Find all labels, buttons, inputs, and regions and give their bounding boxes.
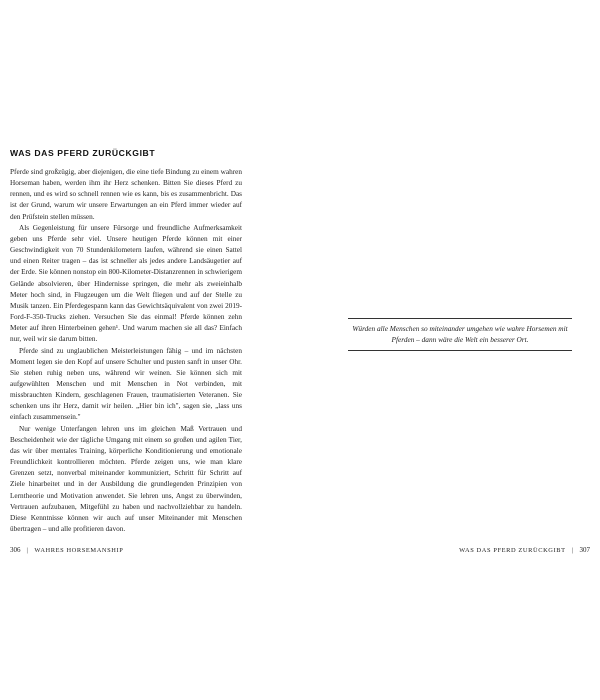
- page-number: 307: [579, 546, 590, 554]
- footer-separator: |: [26, 547, 29, 554]
- paragraph: Nur wenige Unterfangen lehren uns im gleichen Maß Vertrauen und Bescheidenheit wie der tägliche Umgang mit einem so großen und agilen Tier, das wir über mentales Training, körperliche Konditionierung und emotionale Freundlichkeit kontrollieren möchten. Pferde zeigen uns, wie man klare Grenzen setzt, nonverbal miteinander kommuniziert, Schritt für Schritt auf Ziele hinarbeitet und in der Ausbildung die grundlegenden Prinzipien von Lerntheorie und Motivation anwendet. Sie lehren uns, Angst zu überwinden, Vertrauen aufzubauen, Mitgefühl zu haben und nachvollziehbar zu handeln. Diese Kenntnisse können wir auch auf unser Miteinander mit Menschen übertragen – und alle profitieren davon.: [10, 424, 242, 533]
- footer-right: [459, 546, 590, 554]
- page-number: 306: [10, 546, 21, 554]
- footer-left: [10, 546, 123, 554]
- paragraph: Pferde sind großzügig, aber diejenigen, die eine tiefe Bindung zu einem wahren Horseman haben, werden ihm ihr Herz schenken. Bitten Sie dieses Pferd zu rennen, und es wird so schnell rennen wie es kann, bis es zusammenbricht. Das ist der Grund, warum wir unsere Erwartungen an ein Pferd immer wieder auf den Prüfstein stellen müssen.: [10, 168, 242, 221]
- paragraph: Pferde sind zu unglaublichen Meisterleistungen fähig – und im nächsten Moment legen sie den Kopf auf unsere Schulter und pusten sanft in unser Ohr. Sie stehen ruhig neben uns, während wir weinen. Sie können sich mit aufgewühlten Menschen und mit Menschen in Not verbinden, mit missbrauchten Kindern, geschlagenen Frauen, traumatisierten Veteranen. Sie schenken uns ihr Herz, damit wir heilen. „Hier bin ich", sagen sie, „lass uns einfach zusammensein.": [10, 346, 242, 422]
- right-page: [300, 0, 600, 700]
- running-head: WAS DAS PFERD ZURÜCKGIBT: [459, 547, 566, 554]
- body-text: [10, 167, 242, 535]
- pullquote: Würden alle Menschen so miteinander umgehen wie wahre Horsemen mit Pferden – dann wäre die Welt ein besserer Ort.: [348, 318, 572, 351]
- paragraph: Als Gegenleistung für unsere Fürsorge und freundliche Aufmerksamkeit geben uns Pferde sehr viel. Unsere heutigen Pferde können mit einer Geschwindigkeit von 70 Stundenkilometern laufen, während sie einen Sattel und einen Reiter tragen – das ist schneller als jedes andere Landsäugetier auf der Erde. Sie können nonstop ein 800-Kilometer-Distanzrennen in schwierigem Gelände absolvieren, über Hindernisse springen, die mehr als zweieinhalb Meter hoch sind, in Flugzeugen um die Welt fliegen und auf der Stelle zu Musik tanzen. Ein Pferdegespann kann das Gewichtsäquivalent von zwei 2019-Ford-F-350-Trucks ziehen. Versuchen Sie das einmal! Pferde können zehn Meter auf ihren Hinterbeinen gehen¹. Und warum machen sie all das? Einfach nur, weil wir sie darum bitten.: [10, 223, 242, 344]
- footer-separator: |: [571, 547, 574, 554]
- section-title: WAS DAS PFERD ZURÜCKGIBT: [10, 148, 156, 158]
- running-head: WAHRES HORSEMANSHIP: [34, 547, 124, 554]
